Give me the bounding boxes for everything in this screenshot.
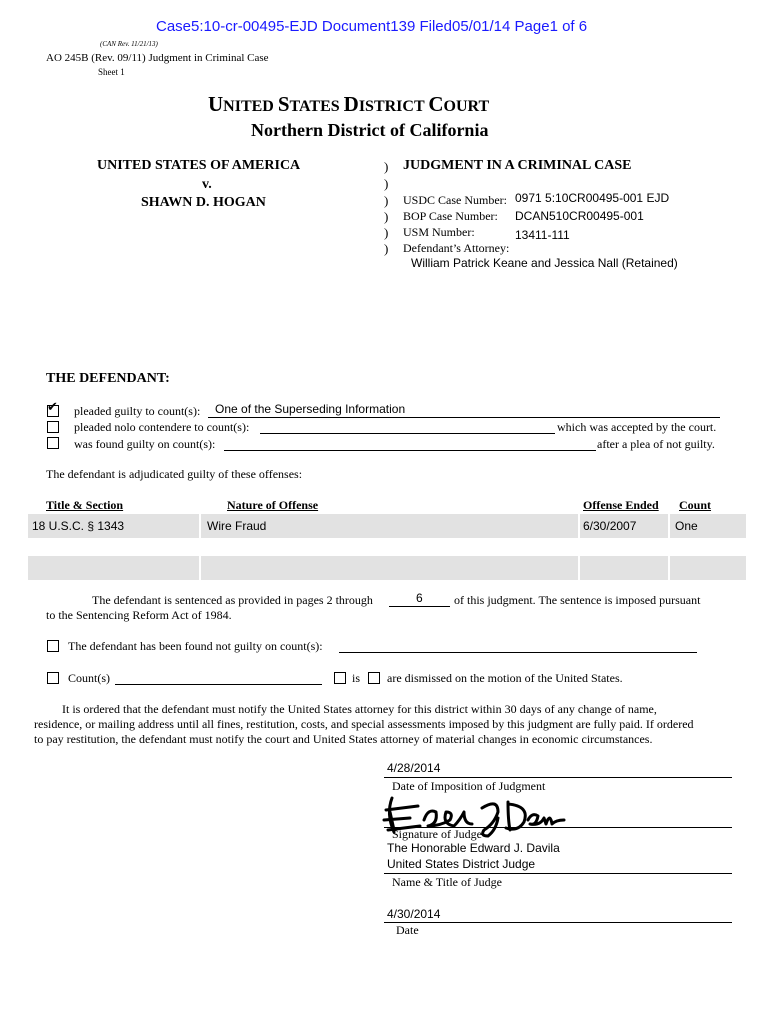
not-guilty-checkbox[interactable] [47, 640, 59, 652]
col-title-section: Title & Section [46, 498, 124, 512]
nolo-line[interactable] [260, 433, 555, 434]
cell-bg[interactable] [670, 556, 746, 580]
order-line-3: to pay restitution, the defendant must notify the court and United States attorney of material changes in economic circumstances. [34, 732, 653, 746]
found-guilty-suffix: after a plea of not guilty. [597, 437, 715, 451]
order-line-1: It is ordered that the defendant must notify the United States attorney for this district within 30 days of any change of name, [62, 702, 657, 716]
case-header: Case5:10-cr-00495-EJD Document139 Filed05/01/14 Page1 of 6 [156, 18, 588, 35]
caption-paren: ) [384, 176, 389, 191]
found-guilty-label: was found guilty on count(s): [74, 437, 216, 451]
signed-date[interactable]: 4/30/2014 [387, 907, 441, 921]
nolo-label: pleaded nolo contendere to count(s): [74, 420, 250, 434]
caption-paren: ) [384, 193, 389, 208]
judge-title[interactable]: United States District Judge [387, 857, 536, 871]
not-guilty-label: The defendant has been found not guilty on count(s): [68, 639, 323, 653]
bop-label: BOP Case Number: [403, 209, 498, 223]
usm-value[interactable]: 13411-111 [515, 228, 570, 242]
can-rev: (CAN Rev. 11/21/13) [100, 40, 158, 48]
is-checkbox[interactable] [334, 672, 346, 684]
caption-paren: ) [384, 225, 389, 240]
defendant-heading: THE DEFENDANT: [46, 371, 170, 386]
name-title-label: Name & Title of Judge [392, 875, 502, 889]
order-line-2: residence, or mailing address until all fines, restitution, costs, and special assessments imposed by this judgment are fully paid. If ordered [34, 717, 694, 731]
court-district: Northern District of California [251, 120, 489, 140]
cell-nature[interactable]: Wire Fraud [207, 519, 267, 533]
pleaded-guilty-checkbox[interactable] [47, 405, 59, 417]
usdc-label: USDC Case Number: [403, 193, 507, 207]
nolo-checkbox[interactable] [47, 421, 59, 433]
adjudicated-text: The defendant is adjudicated guilty of these offenses: [46, 467, 303, 481]
nolo-suffix: which was accepted by the court. [557, 420, 717, 434]
judge-name[interactable]: The Honorable Edward J. Davila [387, 841, 560, 855]
cell-bg[interactable] [580, 556, 668, 580]
pleaded-guilty-line [208, 417, 720, 418]
counts-checkbox[interactable] [47, 672, 59, 684]
plaintiff: UNITED STATES OF AMERICA [97, 158, 301, 173]
judgment-title: JUDGMENT IN A CRIMINAL CASE [403, 158, 632, 173]
cell-count[interactable]: One [675, 519, 698, 533]
attorney-value[interactable]: William Patrick Keane and Jessica Nall (Retained) [411, 256, 678, 270]
imposition-date[interactable]: 4/28/2014 [387, 761, 441, 775]
pleaded-guilty-value[interactable]: One of the Superseding Information [215, 402, 406, 416]
signature-label: Signature of Judge [392, 827, 482, 841]
imposition-label: Date of Imposition of Judgment [392, 779, 546, 793]
sentence-text-2: of this judgment. The sentence is imposed pursuant [454, 593, 701, 607]
not-guilty-line[interactable] [339, 652, 697, 653]
imposition-line [384, 777, 732, 778]
caption-paren: ) [384, 209, 389, 224]
attorney-label: Defendant’s Attorney: [403, 241, 510, 255]
pleaded-guilty-label: pleaded guilty to count(s): [74, 404, 201, 418]
sheet-number: Sheet 1 [98, 67, 125, 77]
col-offense-ended: Offense Ended [583, 498, 659, 512]
counts-label: Count(s) [68, 671, 110, 685]
name-title-line [384, 873, 732, 874]
cell-bg[interactable] [201, 556, 578, 580]
sentence-text-1: The defendant is sentenced as provided in pages 2 through [92, 593, 373, 607]
usdc-value[interactable]: 0971 5:10CR00495-001 EJD [515, 191, 670, 205]
pages-line [389, 606, 450, 607]
caption-paren: ) [384, 159, 389, 174]
is-label: is [352, 671, 361, 685]
found-guilty-line[interactable] [224, 450, 596, 451]
cell-title-section[interactable]: 18 U.S.C. § 1343 [32, 519, 125, 533]
defendant-name: SHAWN D. HOGAN [141, 195, 266, 210]
form-id: AO 245B (Rev. 09/11) Judgment in Criminal Case [46, 52, 269, 64]
signed-date-line [384, 922, 732, 923]
col-count: Count [679, 498, 712, 512]
caption-paren: ) [384, 241, 389, 256]
usm-label: USM Number: [403, 225, 475, 239]
sentence-text-3: to the Sentencing Reform Act of 1984. [46, 608, 232, 622]
cell-ended[interactable]: 6/30/2007 [583, 519, 637, 533]
cell-bg[interactable] [28, 556, 199, 580]
counts-line[interactable] [115, 684, 322, 685]
court-name: UNITED STATES DISTRICT COURT [208, 92, 490, 116]
found-guilty-checkbox[interactable] [47, 437, 59, 449]
sentence-pages[interactable]: 6 [416, 591, 423, 605]
versus: v. [202, 177, 212, 192]
date-label: Date [396, 923, 419, 937]
bop-value[interactable]: DCAN510CR00495-001 [515, 209, 644, 223]
are-checkbox[interactable] [368, 672, 380, 684]
dismissed-label: are dismissed on the motion of the United States. [387, 671, 623, 685]
col-nature: Nature of Offense [227, 498, 319, 512]
